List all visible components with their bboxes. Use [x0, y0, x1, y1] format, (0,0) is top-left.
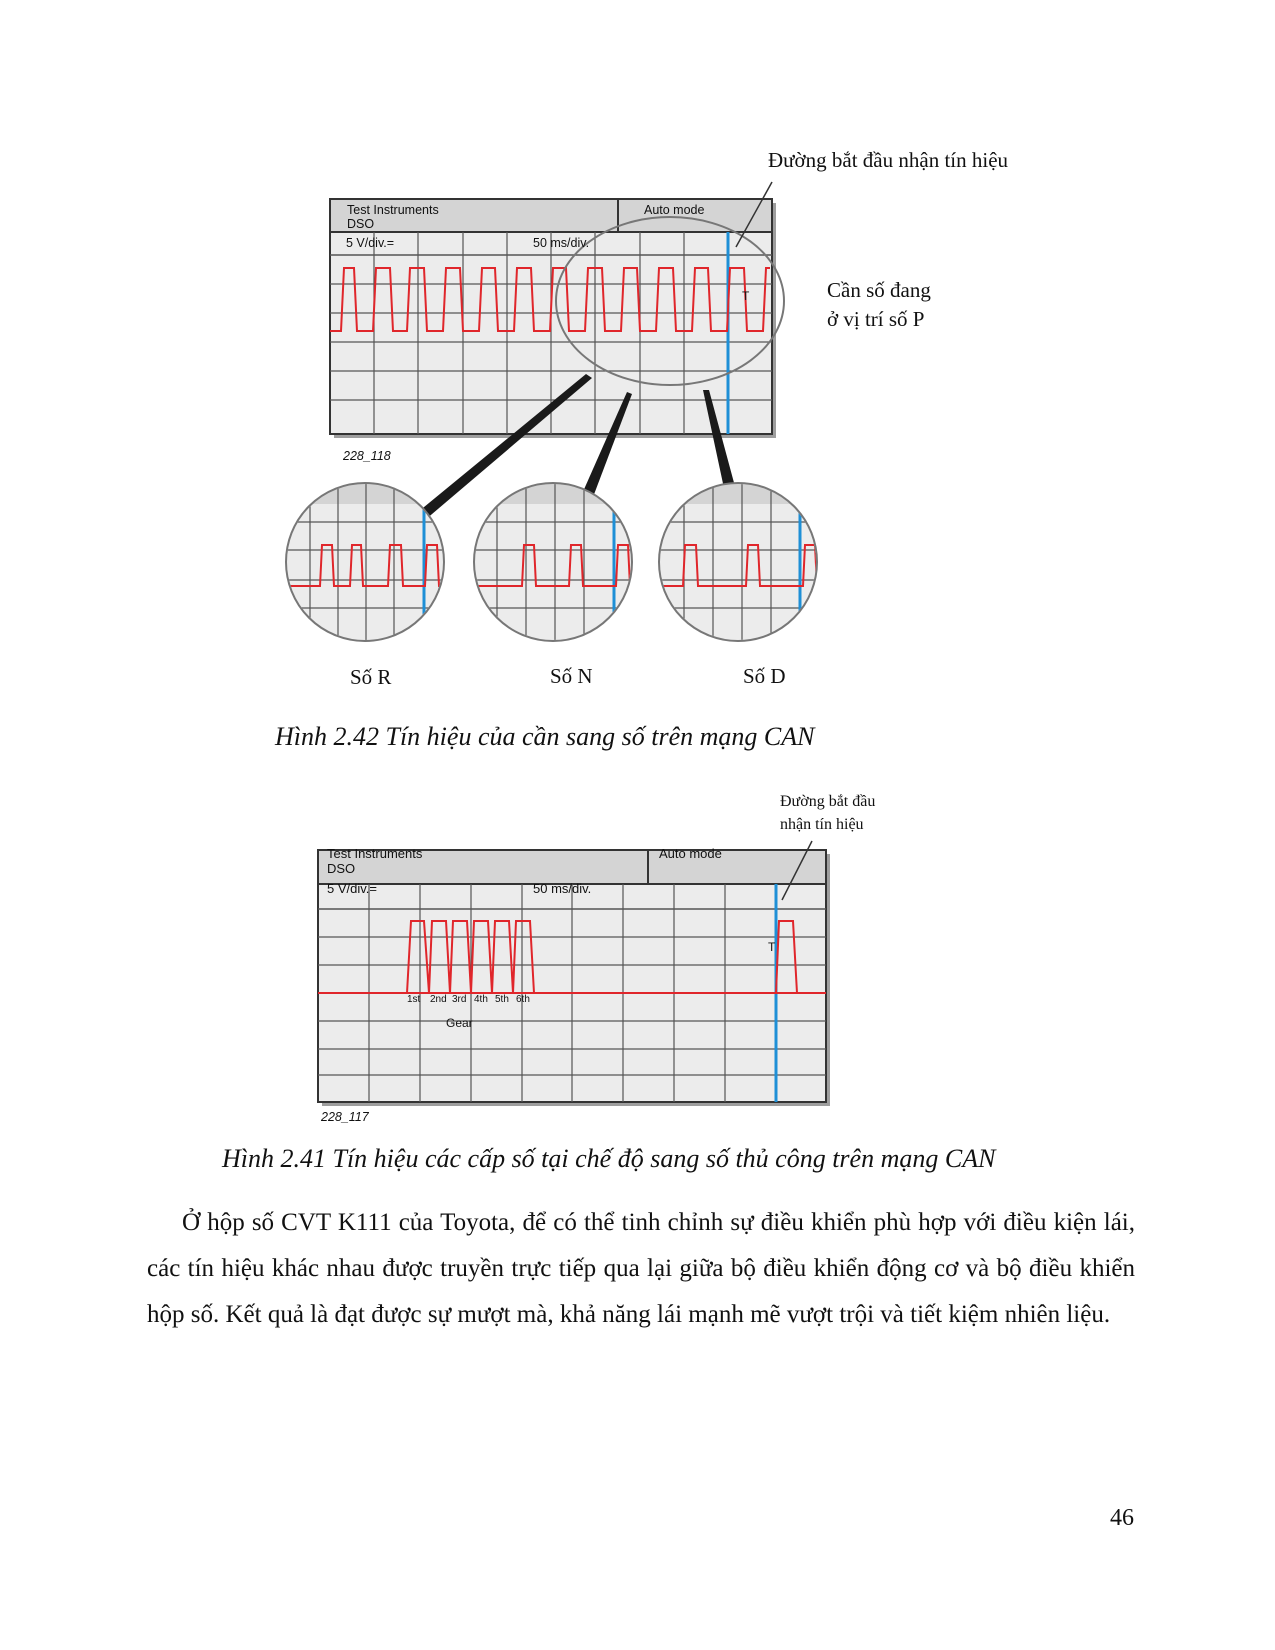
- body-paragraph: Ở hộp số CVT K111 của Toyota, để có thể tinh chỉnh sự điều khiển phù hợp với điều kiện lái, các tín hiệu khác nhau được truyền trực tiếp qua lại giữa bộ điều khiển động cơ và bộ điều khiển hộp số. Kết quả là đạt được sự mượt mà, khả năng lái mạnh mẽ vượt trội và tiết kiệm nhiên liệu.: [147, 1209, 1135, 1328]
- gear-label-6th: 6th: [516, 994, 530, 1005]
- scope-bottom-trigger-mark: T: [768, 940, 776, 954]
- scope-bottom-header-line1: Test Instruments: [327, 846, 423, 861]
- scope-top-header-line1: Test Instruments: [347, 203, 439, 217]
- scope-top-header-right: Auto mode: [644, 203, 705, 217]
- gear-label-1st: 1st: [407, 994, 421, 1005]
- zoom-circle-d: [655, 480, 825, 645]
- scope-bottom-time-div: 50 ms/div.: [533, 881, 592, 896]
- gear-label-3rd: 3rd: [452, 994, 467, 1005]
- annotation-lever-line2: ở vị trí số P: [827, 307, 925, 331]
- scope-top-volts-div: 5 V/div.=: [346, 236, 395, 250]
- gear-title: Gear: [446, 1016, 473, 1030]
- zoom-label-d: Số D: [743, 664, 786, 688]
- scope-bottom-header-right: Auto mode: [659, 846, 722, 861]
- gear-label-4th: 4th: [474, 994, 488, 1005]
- zoom-circle-n: [470, 480, 640, 645]
- page-number: 46: [1110, 1505, 1134, 1531]
- scope-bottom-volts-div: 5 V/div.=: [327, 881, 377, 896]
- gear-label-2nd: 2nd: [430, 994, 447, 1005]
- scope-bottom-header-left: [327, 846, 422, 876]
- annotation-bottom-line1: Đường bắt đầu: [780, 793, 876, 810]
- scope-top-header-line2: DSO: [347, 217, 375, 231]
- zoom-label-n: Số N: [550, 664, 593, 688]
- annotation-lever-line1: Cần số đang: [827, 278, 931, 302]
- gear-label-5th: 5th: [495, 994, 509, 1005]
- scope-top-header-left: [347, 203, 439, 231]
- scope-bottom-image-code: 228_117: [321, 1110, 369, 1124]
- scope-top-time-div: 50 ms/div.: [533, 236, 590, 250]
- annotation-bottom-line2: nhận tín hiệu: [780, 816, 864, 833]
- annotation-bottom-label: [780, 790, 875, 836]
- annotation-lever-label: [827, 276, 931, 334]
- annotation-start-label: Đường bắt đầu nhận tín hiệu: [768, 148, 1009, 172]
- scope-top-image-code: 228_118: [343, 449, 391, 463]
- figure-bottom-caption: Hình 2.41 Tín hiệu các cấp số tại chế độ sang số thủ công trên mạng CAN: [222, 1144, 996, 1173]
- zoom-circle-r: [280, 480, 450, 645]
- scope-top-trigger-mark: T: [742, 289, 750, 303]
- scope-bottom-header-line2: DSO: [327, 861, 356, 876]
- zoom-label-r: Số R: [350, 665, 392, 689]
- figure-top-caption: Hình 2.42 Tín hiệu của cần sang số trên mạng CAN: [275, 722, 815, 751]
